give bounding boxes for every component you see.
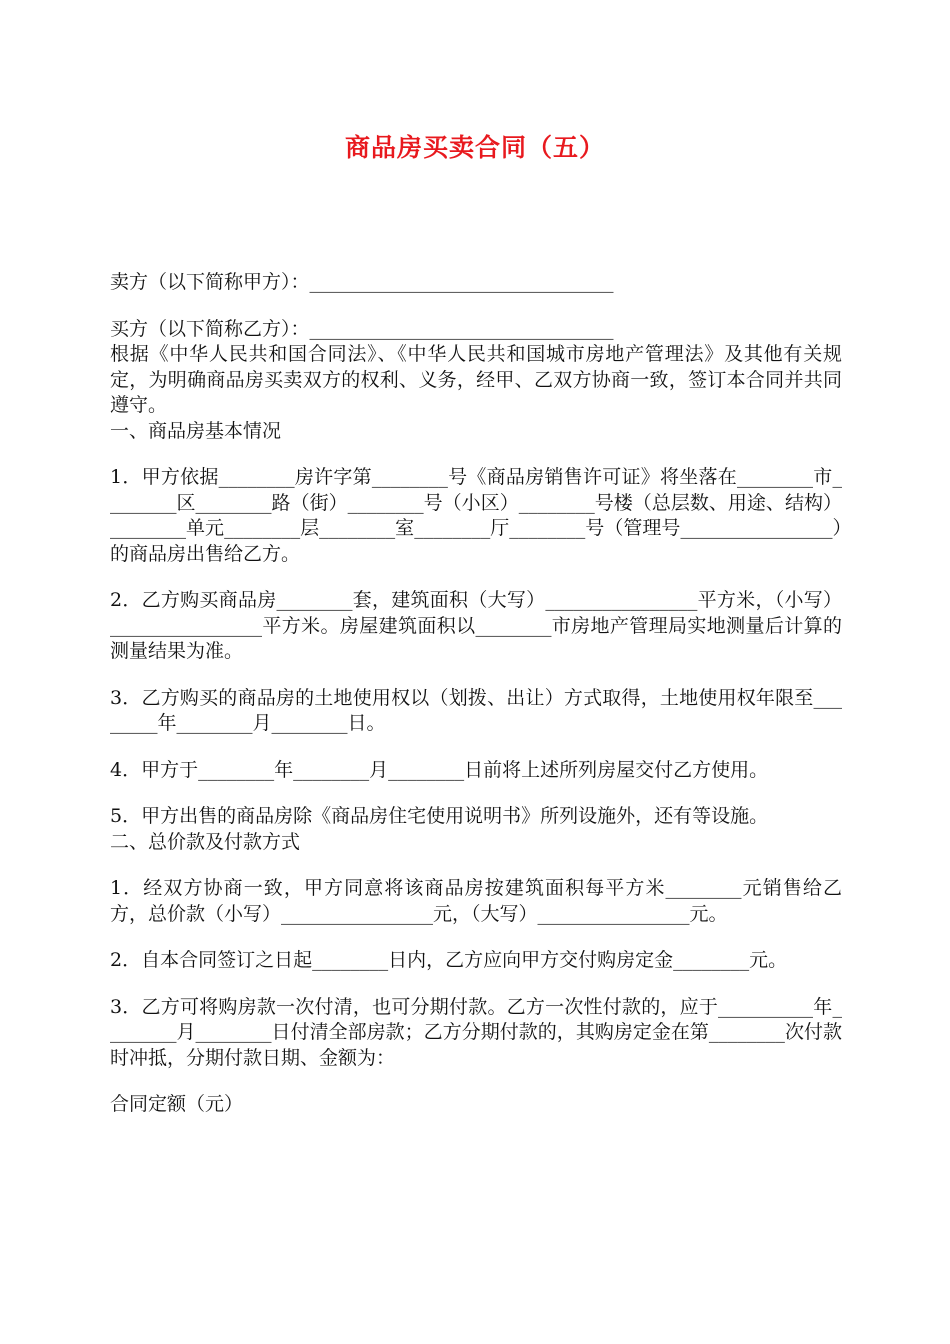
paragraph: 1．经双方协商一致，甲方同意将该商品房按建筑面积每平方米________元销售给乙方，总价款（小写）________________元，（大写）________________元。 — [110, 877, 842, 925]
paragraph-spacer — [110, 665, 842, 686]
paragraph: 一、商品房基本情况 — [110, 419, 282, 442]
paragraph: 根据《中华人民共和国合同法》、《中华人民共和国城市房地产管理法》及其他有关规定，为明确商品房买卖双方的权利、义务，经甲、乙双方协商一致，签订本合同并共同遵守。 — [110, 343, 842, 416]
paragraph: 4．甲方于________年________月________日前将上述所列房屋交付乙方使用。 — [110, 758, 769, 781]
paragraph: 2．乙方购买商品房________套，建筑面积（大写）________________平方米，（小写）________________平方米。房屋建筑面积以________市房地产管理局实地测量后计算的测量结果为准。 — [110, 589, 842, 662]
paragraph: 5．甲方出售的商品房除《商品房住宅使用说明书》所列设施外，还有等设施。 — [110, 805, 769, 827]
paragraph: 合同定额（元） — [110, 1093, 244, 1115]
paragraph: 3．乙方购买的商品房的土地使用权以（划拨、出让）方式取得，土地使用权年限至________年________月________日。 — [110, 686, 842, 734]
paragraph: 3．乙方可将购房款一次付清，也可分期付款。乙方一次性付款的，应于__________年________月________日付清全部房款；乙方分期付款的，其购房定金在第________次付款时冲抵，分期付款日期、金额为： — [110, 995, 842, 1069]
paragraph: 买方（以下简称乙方）：________________________________ — [110, 317, 614, 340]
paragraph-spacer — [110, 855, 842, 876]
paragraph: 二、总价款及付款方式 — [110, 830, 301, 853]
paragraph-spacer — [110, 737, 842, 758]
paragraph: 1．甲方依据________房许字第________号《商品房销售许可证》将坐落在________市________区________路（街）________号（小区）________号楼（总层数、用途、结构）________单元________层________室________厅________号（管理号________________）的商品房出售给乙方。 — [110, 466, 842, 565]
document-title: 商品房买卖合同（五） — [344, 133, 605, 162]
paragraph-spacer — [110, 567, 842, 588]
paragraph-spacer — [110, 1071, 842, 1092]
paragraph-spacer — [110, 927, 842, 948]
paragraph-spacer — [110, 444, 842, 465]
paragraph-spacer — [110, 296, 842, 317]
document-body — [110, 270, 842, 1118]
paragraph: 2．自本合同签订之日起________日内，乙方应向甲方交付购房定金________元。 — [110, 949, 788, 971]
paragraph-spacer — [110, 783, 842, 804]
paragraph: 卖方（以下简称甲方）：________________________________ — [110, 271, 614, 293]
paragraph-spacer — [110, 974, 842, 995]
